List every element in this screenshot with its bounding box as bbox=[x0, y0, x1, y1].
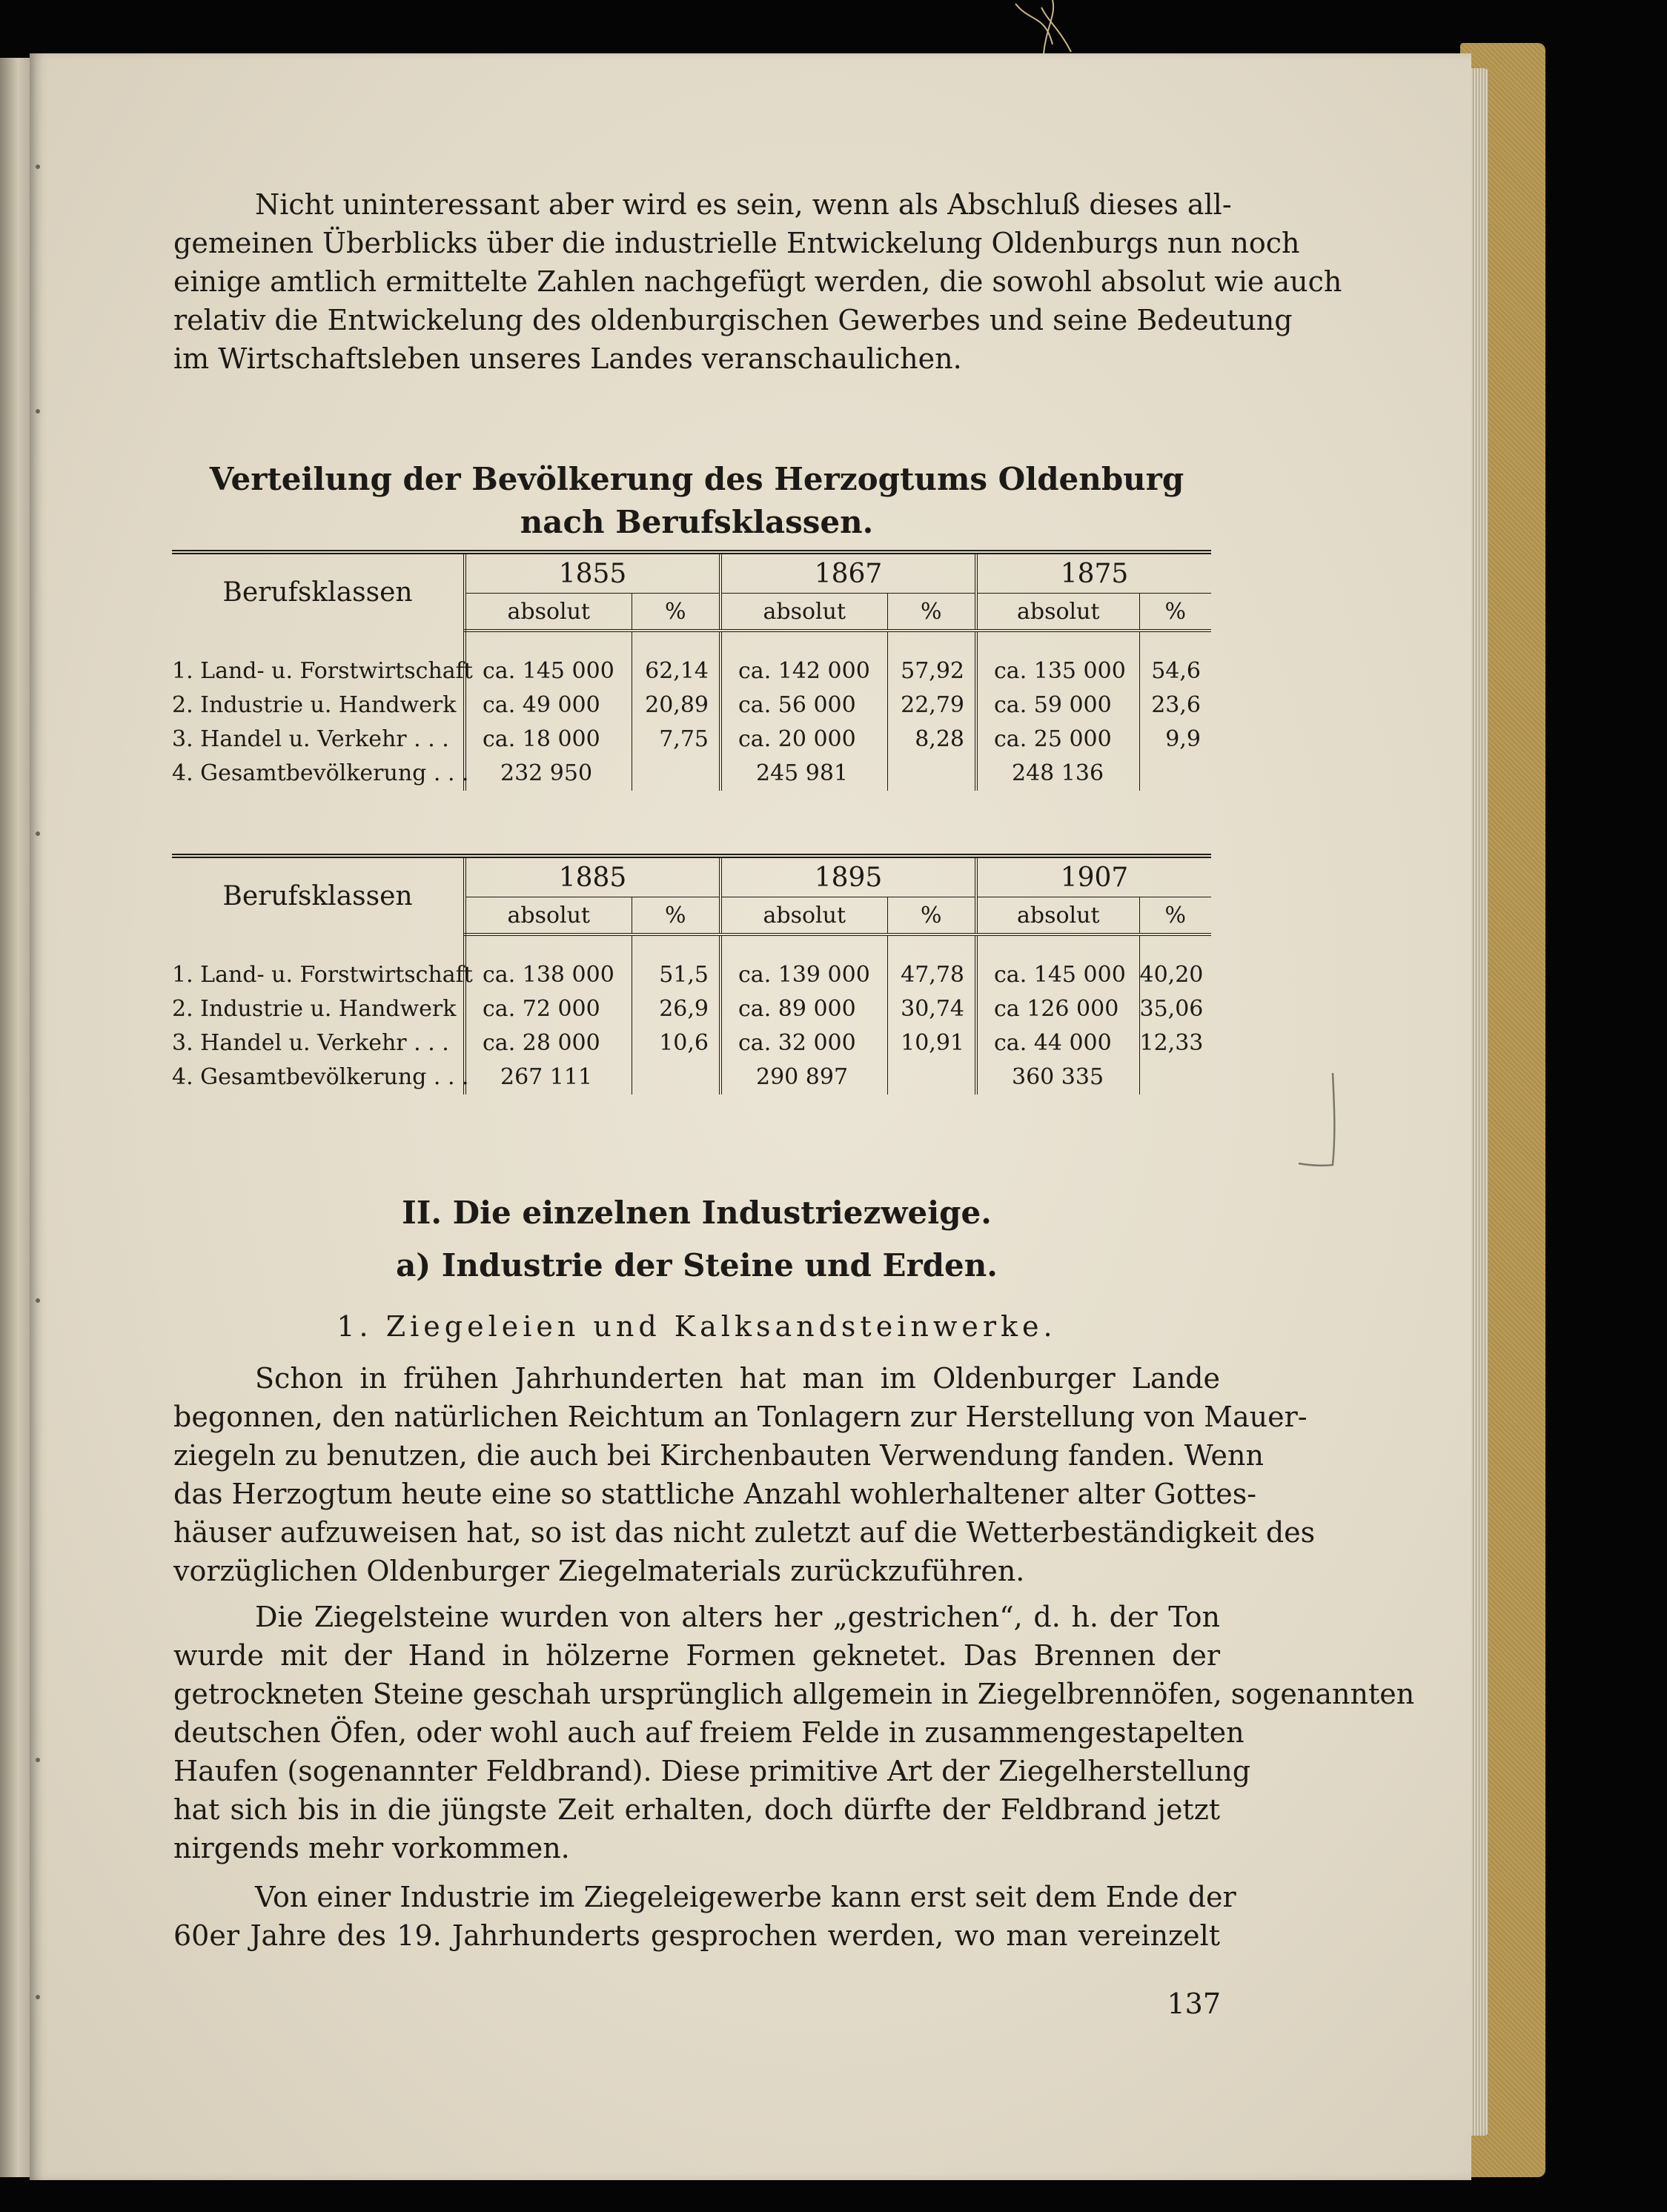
column-header-class: Berufsklassen bbox=[172, 856, 465, 934]
text-line: 60er Jahre des 19. Jahrhunderts gesprochen werden, wo man vereinzelt bbox=[173, 1919, 1220, 1952]
column-header-percent: % bbox=[1139, 594, 1211, 631]
paragraph-1 bbox=[173, 1359, 1316, 1590]
cell-absolute: ca. 28 000 bbox=[465, 1026, 632, 1060]
column-header-absolute: absolut bbox=[720, 897, 887, 935]
population-table-1 bbox=[172, 550, 1211, 791]
cell-percent: 30,74 bbox=[887, 992, 976, 1026]
text-line: Schon in frühen Jahrhunderten hat man im Oldenburger Lande bbox=[255, 1362, 1220, 1395]
column-header-absolute: absolut bbox=[465, 594, 632, 631]
subsection-heading: a) Industrie der Steine und Erden. bbox=[396, 1247, 998, 1283]
cell-total: 232 950 bbox=[465, 757, 632, 791]
cell-absolute: ca. 72 000 bbox=[465, 992, 632, 1026]
column-header-percent: % bbox=[632, 594, 720, 631]
cell-percent: 54,6 bbox=[1139, 654, 1211, 688]
row-label: 3. Handel u. Verkehr . . . bbox=[172, 726, 449, 752]
cell-percent: 57,92 bbox=[887, 654, 976, 688]
column-header-absolute: absolut bbox=[720, 594, 887, 631]
table-row-total bbox=[172, 757, 1211, 791]
year-header: 1875 bbox=[976, 552, 1211, 594]
paragraph-2 bbox=[173, 1598, 1415, 1867]
text-line: begonnen, den natürlichen Reichtum an Tonlagern zur Herstellung von Mauer- bbox=[173, 1401, 1308, 1433]
cell-absolute: ca. 139 000 bbox=[720, 958, 887, 992]
column-header-percent: % bbox=[1139, 897, 1211, 935]
row-label: 1. Land- u. Forstwirtschaft bbox=[172, 658, 473, 684]
text-line: Die Ziegelsteine wurden von alters her „gestrichen“, d. h. der Ton bbox=[255, 1601, 1220, 1633]
column-header-percent: % bbox=[887, 594, 976, 631]
cell-total: 267 111 bbox=[465, 1060, 632, 1095]
text-line: nirgends mehr vorkommen. bbox=[173, 1832, 570, 1864]
year-header: 1855 bbox=[465, 552, 720, 594]
table-title-line: Verteilung der Bevölkerung des Herzogtums Oldenburg bbox=[209, 461, 1184, 497]
cell-absolute: ca. 32 000 bbox=[720, 1026, 887, 1060]
cell-absolute: ca. 49 000 bbox=[465, 688, 632, 723]
paragraph-3 bbox=[173, 1878, 1236, 1955]
cell-absolute: ca. 18 000 bbox=[465, 723, 632, 757]
year-header: 1885 bbox=[465, 856, 720, 897]
text-line: im Wirtschaftsleben unseres Landes veranschaulichen. bbox=[173, 342, 962, 375]
cell-absolute: ca 126 000 bbox=[976, 992, 1139, 1026]
column-header-absolute: absolut bbox=[976, 594, 1139, 631]
cell-percent: 7,75 bbox=[632, 723, 720, 757]
row-label: 4. Gesamtbevölkerung . . . bbox=[172, 1064, 469, 1090]
cell-percent: 20,89 bbox=[632, 688, 720, 723]
cell-percent: 23,6 bbox=[1139, 688, 1211, 723]
table-row bbox=[172, 992, 1211, 1026]
text-line: einige amtlich ermittelte Zahlen nachgefügt werden, die sowohl absolut wie auch bbox=[173, 265, 1342, 298]
facing-page-edge bbox=[0, 58, 30, 2177]
intro-paragraph bbox=[173, 185, 1342, 378]
text-line: ziegeln zu benutzen, die auch bei Kirchenbauten Verwendung fanden. Wenn bbox=[173, 1439, 1264, 1472]
cell-absolute: ca. 89 000 bbox=[720, 992, 887, 1026]
row-label: 1. Land- u. Forstwirtschaft bbox=[172, 962, 473, 988]
text-line: deutschen Öfen, oder wohl auch auf freiem Felde in zusammengestapelten bbox=[173, 1716, 1245, 1749]
text-line: Nicht uninteressant aber wird es sein, wenn als Abschluß dieses all- bbox=[255, 188, 1232, 221]
cell-percent: 8,28 bbox=[887, 723, 976, 757]
section-heading: II. Die einzelnen Industriezweige. bbox=[402, 1195, 992, 1231]
cell-percent: 10,91 bbox=[887, 1026, 976, 1060]
row-label: 3. Handel u. Verkehr . . . bbox=[172, 1030, 449, 1056]
text-line: wurde mit der Hand in hölzerne Formen geknetet. Das Brennen der bbox=[173, 1639, 1220, 1672]
text-line: häuser aufzuweisen hat, so ist das nicht zuletzt auf die Wetterbeständigkeit des bbox=[173, 1516, 1316, 1549]
cell-total: 290 897 bbox=[720, 1060, 887, 1095]
page-number: 137 bbox=[1167, 1987, 1221, 2020]
text-line: hat sich bis in die jüngste Zeit erhalten, doch dürfte der Feldbrand jetzt bbox=[173, 1793, 1220, 1826]
table-title bbox=[173, 458, 1220, 544]
cell-absolute: ca. 142 000 bbox=[720, 654, 887, 688]
cell-absolute: ca. 25 000 bbox=[976, 723, 1139, 757]
cell-total: 248 136 bbox=[976, 757, 1139, 791]
table-row bbox=[172, 688, 1211, 723]
cell-absolute: ca. 59 000 bbox=[976, 688, 1139, 723]
text-line: gemeinen Überblicks über die industrielle Entwickelung Oldenburgs nun noch bbox=[173, 227, 1300, 259]
cell-absolute: ca. 145 000 bbox=[465, 654, 632, 688]
cell-total: 360 335 bbox=[976, 1060, 1139, 1095]
year-header: 1895 bbox=[720, 856, 976, 897]
row-label: 4. Gesamtbevölkerung . . . bbox=[172, 760, 469, 786]
cell-absolute: ca. 56 000 bbox=[720, 688, 887, 723]
population-table-2 bbox=[172, 854, 1211, 1095]
table-title-line: nach Berufsklassen. bbox=[520, 504, 874, 540]
text-line: das Herzogtum heute eine so stattliche Anzahl wohlerhaltener alter Gottes- bbox=[173, 1478, 1257, 1510]
cell-percent: 51,5 bbox=[632, 958, 720, 992]
cell-total: 245 981 bbox=[720, 757, 887, 791]
cell-absolute: ca. 135 000 bbox=[976, 654, 1139, 688]
cell-percent: 9,9 bbox=[1139, 723, 1211, 757]
loose-thread bbox=[1001, 0, 1090, 56]
table-row bbox=[172, 958, 1211, 992]
row-label: 2. Industrie u. Handwerk bbox=[172, 692, 457, 718]
pencil-mark bbox=[1297, 1067, 1342, 1171]
cell-percent: 12,33 bbox=[1139, 1026, 1211, 1060]
cell-percent: 62,14 bbox=[632, 654, 720, 688]
text-line: Haufen (sogenannter Feldbrand). Diese primitive Art der Ziegelherstellung bbox=[173, 1755, 1251, 1787]
text-line: vorzüglichen Oldenburger Ziegelmaterials zurückzuführen. bbox=[173, 1555, 1025, 1587]
column-header-absolute: absolut bbox=[465, 897, 632, 935]
cell-absolute: ca. 145 000 bbox=[976, 958, 1139, 992]
table-row bbox=[172, 654, 1211, 688]
year-header: 1907 bbox=[976, 856, 1211, 897]
cell-percent: 40,20 bbox=[1139, 958, 1211, 992]
cell-absolute: ca. 138 000 bbox=[465, 958, 632, 992]
column-header-percent: % bbox=[632, 897, 720, 935]
cell-percent: 22,79 bbox=[887, 688, 976, 723]
cell-percent: 47,78 bbox=[887, 958, 976, 992]
cell-absolute: ca. 20 000 bbox=[720, 723, 887, 757]
text-line: Von einer Industrie im Ziegeleigewerbe kann erst seit dem Ende der bbox=[255, 1881, 1236, 1913]
row-label: 2. Industrie u. Handwerk bbox=[172, 996, 457, 1022]
cell-percent: 10,6 bbox=[632, 1026, 720, 1060]
column-header-class: Berufsklassen bbox=[172, 552, 465, 631]
cell-percent: 35,06 bbox=[1139, 992, 1211, 1026]
column-header-percent: % bbox=[887, 897, 976, 935]
year-header: 1867 bbox=[720, 552, 976, 594]
cell-percent: 26,9 bbox=[632, 992, 720, 1026]
table-row bbox=[172, 723, 1211, 757]
column-header-absolute: absolut bbox=[976, 897, 1139, 935]
table-row bbox=[172, 1026, 1211, 1060]
sub-subsection-heading: 1. Ziegeleien und Kalksandsteinwerke. bbox=[337, 1310, 1057, 1343]
text-line: getrockneten Steine geschah ursprünglich allgemein in Ziegelbrennöfen, sogenannten bbox=[173, 1678, 1415, 1710]
table-row-total bbox=[172, 1060, 1211, 1095]
cell-absolute: ca. 44 000 bbox=[976, 1026, 1139, 1060]
text-line: relativ die Entwickelung des oldenburgischen Gewerbes und seine Bedeutung bbox=[173, 304, 1293, 336]
